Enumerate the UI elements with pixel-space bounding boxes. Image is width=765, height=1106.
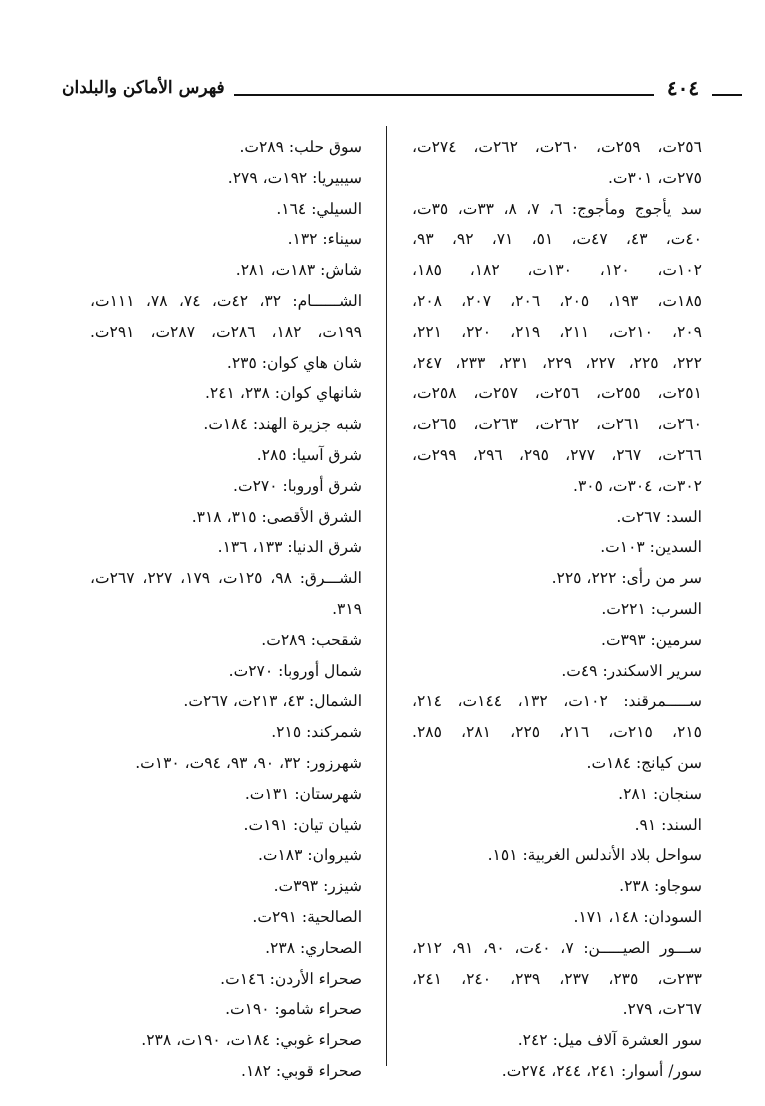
index-entry-line: سيناء: ١٣٢. (287, 230, 362, 249)
index-entry-line: شان هاي كوان: ٢٣٥. (226, 353, 362, 372)
index-entry-line: صحراء شامو: ١٩٠ت. (225, 1000, 362, 1019)
index-entry-line: شقحب: ٢٨٩ت. (261, 630, 362, 649)
index-entry-line: شمركند: ٢١٥. (271, 723, 362, 742)
index-entry-line: شاش: ١٨٣ت، ٢٨١. (235, 261, 362, 280)
index-entry-line: السيلي: ١٦٤. (276, 199, 362, 218)
index-entry-line: سرمين: ٣٩٣ت. (601, 630, 702, 649)
index-entry-line: شهرزور: ٣٢، ٩٠، ٩٣، ٩٤ت، ١٣٠ت. (135, 753, 362, 772)
index-entry-line: سر من رأى: ٢٢٢، ٢٢٥. (551, 569, 702, 588)
index-entry-line: ٢٠٩، ٢١٠ت، ٢١١، ٢١٩، ٢٢٠، ٢٢١، (412, 322, 702, 341)
index-entry-line: شبه جزيرة الهند: ١٨٤ت. (203, 415, 362, 434)
index-entry-line: شرق أوروبا: ٢٧٠ت. (233, 476, 362, 495)
index-entry-line: ١٨٥ت، ١٩٣، ٢٠٥، ٢٠٦، ٢٠٧، ٢٠٨، (412, 291, 702, 310)
index-entry-line: ٢٣٣ت، ٢٣٥، ٢٣٧، ٢٣٩، ٢٤٠، ٢٤١، (412, 969, 702, 988)
index-entry-line: ٢٦٧ت، ٢٧٩. (622, 1000, 702, 1019)
index-entry-line: صحراء قوبي: ١٨٢. (241, 1061, 362, 1080)
index-entry-line: ٢٦٦ت، ٢٦٧، ٢٧٧، ٢٩٥، ٢٩٦، ٢٩٩ت، (412, 445, 702, 464)
index-entry-line: ٢١٥، ٢١٥ت، ٢١٦، ٢٢٥، ٢٨١، ٢٨٥. (412, 723, 702, 742)
index-entry-line: صحراء الأردن: ١٤٦ت. (220, 969, 362, 988)
index-entry-line: ٢٢٢، ٢٢٥، ٢٢٧، ٢٢٩، ٢٣١، ٢٣٣، ٢٤٧، (412, 353, 702, 372)
index-entry-line: الشــــــام: ٣٢، ٤٢ت، ٧٤، ٧٨، ١١١ت، (90, 291, 362, 310)
index-entry-line: شيروان: ١٨٣ت. (257, 846, 362, 865)
index-entry-line: صحراء غوبي: ١٨٤ت، ١٩٠ت، ٢٣٨. (141, 1031, 362, 1050)
index-column-right (412, 132, 702, 1087)
index-entry-line: الشرق الأقصى: ٣١٥، ٣١٨. (191, 507, 362, 526)
index-entry-line: ٢٥٦ت، ٢٥٩ت، ٢٦٠ت، ٢٦٢ت، ٢٧٤ت، (412, 138, 702, 156)
index-entry-line: الشـــرق: ٩٨، ١٢٥ت، ١٧٩، ٢٢٧، ٢٦٧ت، (90, 569, 362, 588)
index-entry-line: سن كيانج: ١٨٤ت. (586, 753, 702, 772)
index-entry-line: ٢٦٠ت، ٢٦١ت، ٢٦٢ت، ٢٦٣ت، ٢٦٥ت، (412, 415, 702, 434)
index-entry-line: سيبيريا: ١٩٢ت، ٢٧٩. (227, 168, 362, 187)
index-entry-line: شهرستان: ١٣١ت. (244, 784, 362, 803)
index-entry-line: سرير الاسكندر: ٤٩ت. (561, 661, 702, 680)
index-entry-line: السدين: ١٠٣ت. (600, 538, 702, 557)
index-entry-line: شرق آسيا: ٢٨٥. (256, 445, 362, 464)
index-entry-line: السد: ٢٦٧ت. (616, 507, 702, 526)
column-divider (386, 126, 387, 1066)
index-entry-line: شرق الدنيا: ١٣٣، ١٣٦. (217, 538, 362, 557)
page-title: فهرس الأماكن والبلدان (62, 78, 225, 98)
index-entry-line: الصالحية: ٢٩١ت. (252, 907, 362, 926)
header-rule (712, 94, 742, 96)
index-entry-line: شمال أوروبا: ٢٧٠ت. (228, 661, 362, 680)
index-entry-line: سواحل بلاد الأندلس الغربية: ١٥١. (487, 846, 702, 865)
index-entry-line: سور/ أسوار: ٢٤١، ٢٤٤، ٢٧٤ت. (501, 1061, 702, 1080)
index-entry-line: شيان تيان: ١٩١ت. (243, 815, 362, 834)
index-entry-line: الشمال: ٤٣، ٢١٣ت، ٢٦٧ت. (183, 692, 362, 711)
index-entry-line: سوق حلب: ٢٨٩ت. (239, 138, 362, 156)
index-entry-line: ١٠٢ت، ١٢٠، ١٣٠ت، ١٨٢، ١٨٥، (412, 261, 702, 280)
index-entry-line: السند: ٩١. (634, 815, 702, 834)
index-entry-line: ٢٧٥ت، ٣٠١ت. (607, 168, 702, 187)
index-entry-line: سنجان: ٢٨١. (618, 784, 702, 803)
index-entry-line: السرب: ٢٢١ت. (601, 599, 702, 618)
index-entry-line: ١٩٩ت، ١٨٢، ٢٨٦ت، ٢٨٧ت، ٢٩١ت. (90, 322, 362, 341)
index-entry-line: ســـــمرقند: ١٠٢ت، ١٣٢، ١٤٤ت، ٢١٤، (412, 692, 702, 711)
page-number: ٤٠٤ (666, 76, 700, 100)
header-rule (234, 94, 654, 96)
index-entry-line: سوجاو: ٢٣٨. (619, 877, 702, 896)
page-header (62, 70, 700, 110)
index-column-left (90, 132, 362, 1087)
index-entry-line: ٤٠ت، ٤٣، ٤٧ت، ٥١، ٧١، ٩٢، ٩٣، (412, 230, 702, 249)
index-entry-line: ٢٥١ت، ٢٥٥ت، ٢٥٦ت، ٢٥٧ت، ٢٥٨ت، (412, 384, 702, 403)
index-entry-line: ســـور الصيـــــن: ٧، ٤٠ت، ٩٠، ٩١، ٢١٢، (412, 938, 702, 957)
index-entry-line: شانهاي كوان: ٢٣٨، ٢٤١. (204, 384, 362, 403)
index-entry-line: شيزر: ٣٩٣ت. (273, 877, 362, 896)
index-entry-line: الصحاري: ٢٣٨. (265, 938, 362, 957)
index-entry-line: سد يأجوج ومأجوج: ٦، ٧، ٨، ٣٣ت، ٣٥ت، (412, 199, 702, 218)
index-entry-line: السودان: ١٤٨، ١٧١. (573, 907, 702, 926)
index-entry-line: سور العشرة آلاف ميل: ٢٤٢. (517, 1031, 702, 1050)
index-entry-line: ٣١٩. (332, 599, 362, 618)
index-entry-line: ٣٠٢ت، ٣٠٤ت، ٣٠٥. (573, 476, 702, 495)
